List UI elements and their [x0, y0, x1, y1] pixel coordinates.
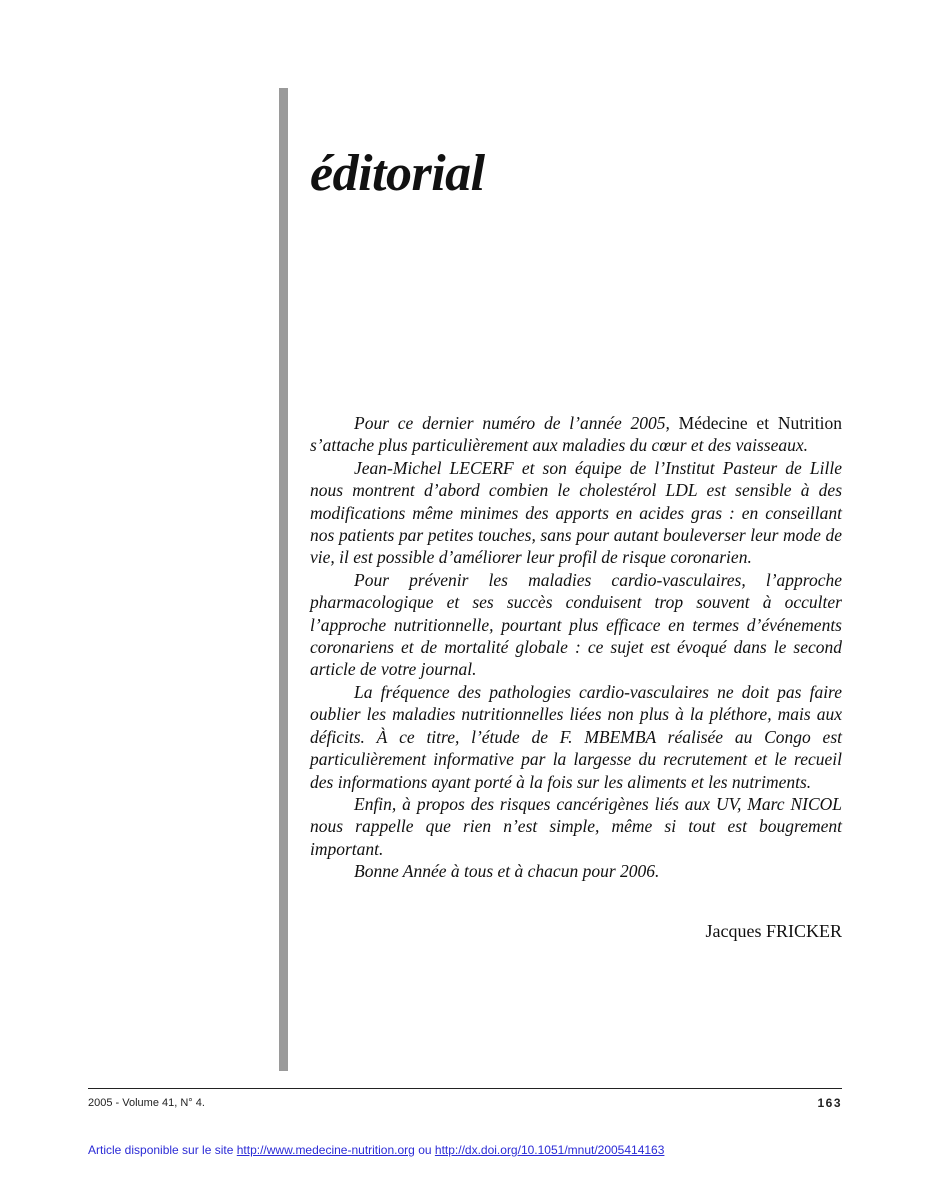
- paragraph-intro: [310, 412, 842, 457]
- paragraph-deficits: La fréquence des pathologies cardio-vasculaires ne doit pas faire oublier les maladies nutritionnelles liées non plus à la pléthore, mais aux déficits. À ce titre, l’étude de F. MBEMBA réalisée au Congo est particulièrement informative par la largesse du recrutement et le recueil des informations ayant porté à la fois sur les aliments et les nutriments.: [310, 681, 842, 792]
- doi-link[interactable]: http://dx.doi.org/10.1051/mnut/2005414163: [434, 1143, 665, 1157]
- paragraph-greeting: Bonne Année à tous et à chacun pour 2006.: [354, 861, 660, 882]
- intro-rest: s’attache plus particulièrement aux maladies du cœur et des vaisseaux.: [310, 435, 809, 456]
- sidebar-decoration-bar: [279, 88, 288, 1071]
- journal-site-link[interactable]: http://www.medecine-nutrition.org: [236, 1143, 415, 1157]
- page-number: 163: [817, 1096, 842, 1110]
- availability-line: [88, 1143, 664, 1157]
- page-title: éditorial: [310, 145, 485, 202]
- availability-separator: ou: [418, 1143, 432, 1157]
- footer-divider: [88, 1088, 842, 1089]
- intro-text: Pour ce dernier numéro de l’année 2005,: [354, 413, 670, 433]
- paragraph-prevention: Pour prévenir les maladies cardio-vasculaires, l’approche pharmacologique et ses succès conduisent trop souvent à occulter l’approche nutritionnelle, pourtant plus efficace en termes d’événements coronariens et de mortalité globale : ce sujet est évoqué dans le second article de votre journal.: [310, 569, 842, 680]
- paragraph-uv: Enfin, à propos des risques cancérigènes liés aux UV, Marc NICOL nous rappelle que rien n’est simple, même si tout est bougrement important.: [310, 793, 842, 859]
- journal-name: Médecine et Nutrition: [678, 413, 842, 433]
- editorial-body: [310, 412, 842, 883]
- paragraph-lecerf: Jean-Michel LECERF et son équipe de l’Institut Pasteur de Lille nous montrent d’abord combien le cholestérol LDL est sensible à des modifications même minimes des apports en acides gras : en conseillant nos patients par petites touches, sans pour autant bouleverser leur mode de vie, il est possible d’améliorer leur profil de risque coronarien.: [310, 457, 842, 568]
- availability-prefix: Article disponible sur le site: [88, 1143, 234, 1157]
- author-signature: Jacques FRICKER: [705, 921, 842, 941]
- footer-citation: 2005 - Volume 41, N° 4.: [88, 1097, 205, 1109]
